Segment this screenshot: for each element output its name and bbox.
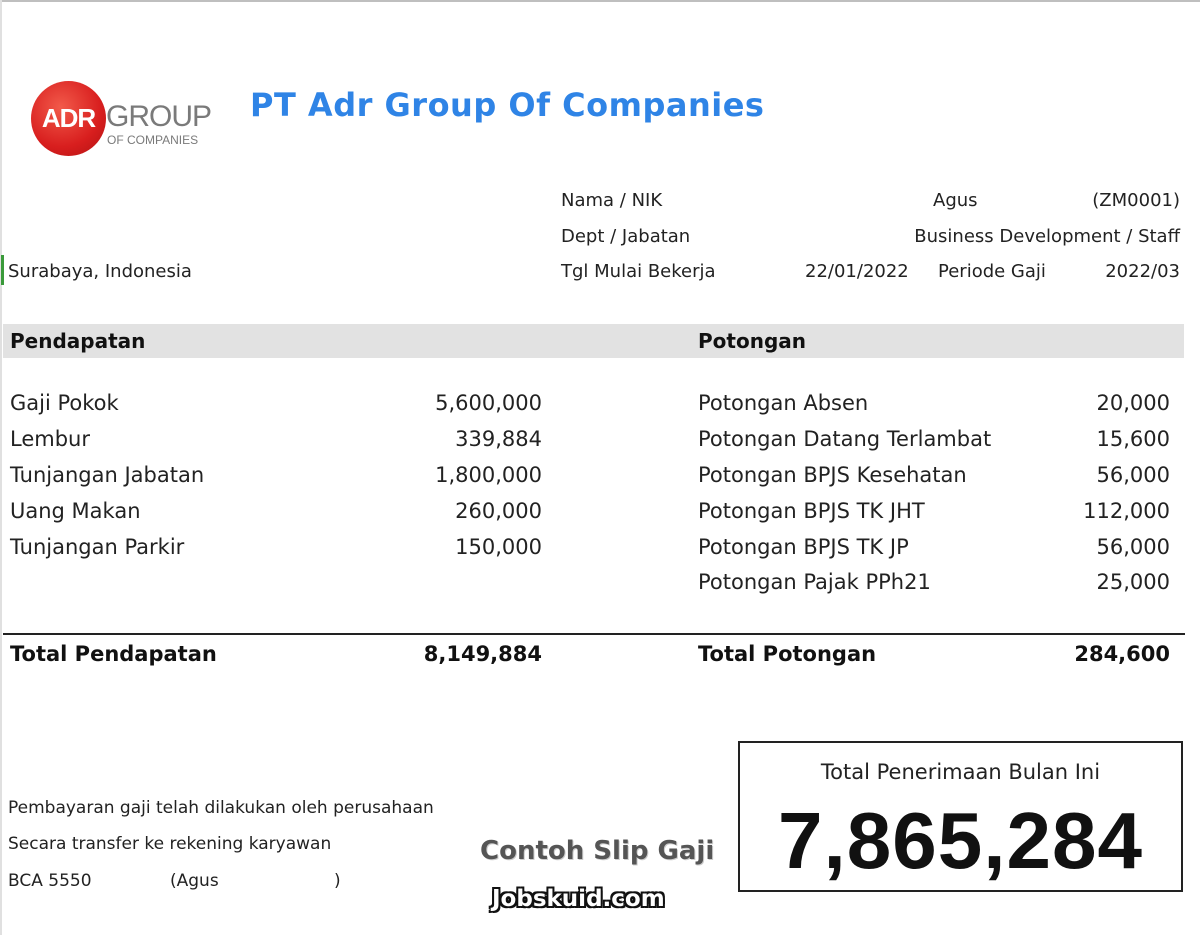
pendapatan-item-label: Tunjangan Parkir [10,535,185,559]
logo-sub-text: OF COMPANIES [107,133,199,147]
nama-value: Agus [933,190,978,211]
account-name-close: ) [334,871,341,891]
pendapatan-item-label: Lembur [10,427,90,451]
pendapatan-item-value: 339,884 [455,427,542,451]
cell-selection-marker [1,255,4,285]
section-header-band [3,324,1184,358]
total-pendapatan-label: Total Pendapatan [10,642,217,666]
watermark-title: Contoh Slip Gaji [480,836,715,866]
potongan-item-value: 15,600 [1096,427,1170,451]
potongan-item-label: Potongan Pajak PPh21 [698,570,931,594]
nama-label: Nama / NIK [561,190,663,211]
pendapatan-item-label: Uang Makan [10,499,141,523]
bank-account: BCA 5550 [8,871,92,891]
periode-label: Periode Gaji [938,261,1046,282]
company-logo-mark [31,81,106,156]
pendapatan-item-value: 1,800,000 [435,463,542,487]
account-name: (Agus [170,871,219,891]
potongan-item-label: Potongan BPJS TK JHT [698,499,925,523]
potongan-item-value: 20,000 [1096,391,1170,415]
logo-group-text: GROUP [106,100,212,133]
pendapatan-item-label: Tunjangan Jabatan [10,463,205,487]
watermark-site: Jobskuid.com [492,886,665,912]
sheet-top-border [0,0,1200,2]
potongan-item-label: Potongan BPJS TK JP [698,535,909,559]
tgl-value: 22/01/2022 [805,261,909,282]
dept-label: Dept / Jabatan [561,226,691,247]
potongan-item-label: Potongan BPJS Kesehatan [698,463,967,487]
potongan-item-label: Potongan Absen [698,391,869,415]
pendapatan-item-value: 260,000 [455,499,542,523]
potongan-item-value: 112,000 [1083,499,1170,523]
total-penerimaan-label: Total Penerimaan Bulan Ini [820,760,1101,784]
sheet-left-border [0,0,2,935]
total-potongan-value: 284,600 [1074,642,1170,666]
totals-divider [3,633,1185,635]
logo-mark-text: ADR [41,103,96,133]
payment-note-line2: Secara transfer ke rekening karyawan [8,834,332,854]
total-potongan-label: Total Potongan [698,642,877,666]
nik-value: (ZM0001) [1092,190,1180,211]
company-name: PT Adr Group Of Companies [250,86,765,124]
potongan-item-value: 56,000 [1096,535,1170,559]
dept-value: Business Development / Staff [914,226,1180,247]
total-penerimaan-box [738,741,1183,892]
total-penerimaan-amount: 7,865,284 [778,796,1143,885]
payment-note-line1: Pembayaran gaji telah dilakukan oleh perusahaan [8,798,434,818]
tgl-label: Tgl Mulai Bekerja [561,261,716,282]
total-pendapatan-value: 8,149,884 [423,642,542,666]
potongan-item-label: Potongan Datang Terlambat [698,427,992,451]
potongan-header: Potongan [698,329,806,353]
pendapatan-item-value: 150,000 [455,535,542,559]
potongan-item-value: 56,000 [1096,463,1170,487]
potongan-item-value: 25,000 [1096,570,1170,594]
pendapatan-item-label: Gaji Pokok [10,391,119,415]
periode-value: 2022/03 [1105,261,1180,282]
company-location: Surabaya, Indonesia [8,261,192,282]
pendapatan-item-value: 5,600,000 [435,391,542,415]
pendapatan-header: Pendapatan [10,329,146,353]
